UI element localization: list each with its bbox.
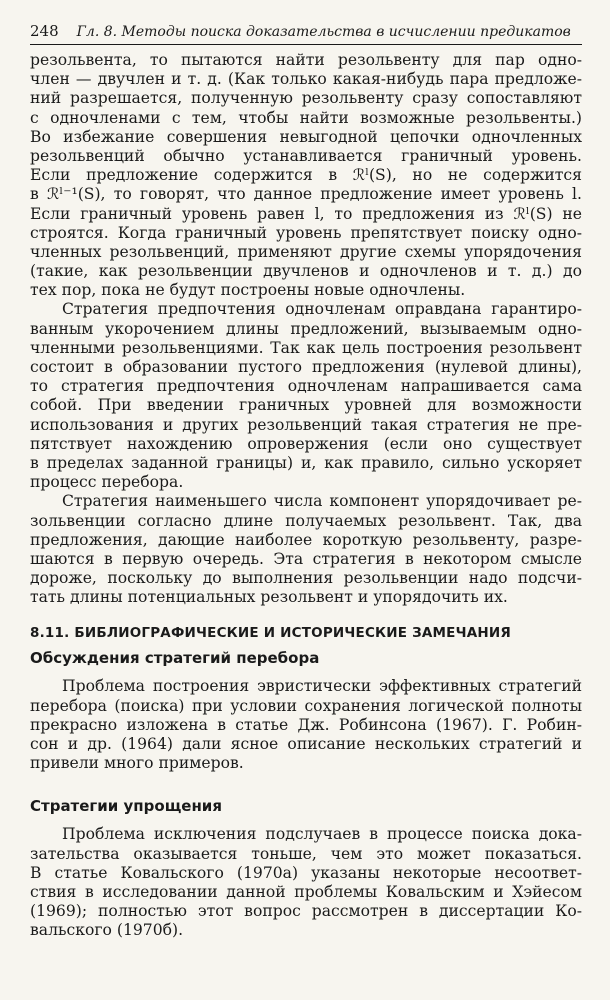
text-line: тех пор, пока не будут построены новые одночлены.: [30, 281, 466, 300]
text-line: Если предложение содержится в ℛˡ(S), но не содержится: [30, 166, 582, 185]
paragraph-5: [30, 825, 582, 940]
text-line: ванным укорочением длины предложений, вызываемым одно-: [30, 319, 582, 338]
subsection-heading: Обсуждения стратегий перебора: [30, 649, 320, 668]
text-line: дороже, поскольку до выполнения резольвенции надо подсчи-: [30, 569, 582, 588]
text-line: пятствует нахождению опровержения (если оно существует: [30, 434, 582, 453]
text-line: с одночленами с тем, чтобы найти возможные резольвенты.): [30, 108, 582, 127]
text-line: предложения, дающие наиболее короткую резольвенту, разре-: [30, 530, 582, 549]
text-line: ствия в исследовании данной проблемы Ковальским и Хэйесом: [30, 882, 582, 901]
book-page: [30, 22, 582, 941]
text-line: член — двучлен и т. д. (Как только какая-нибудь пара предложе-: [30, 70, 582, 89]
text-line: Во избежание совершения невыгодной цепочки одночленных: [30, 127, 582, 146]
text-line: зольвенции согласно длине получаемых резольвент. Так, два: [30, 511, 582, 530]
text-line: привели много примеров.: [30, 754, 244, 773]
text-line: в пределах заданной границы) и, как правило, сильно ускоряет: [30, 453, 582, 472]
text-line: шаются в первую очередь. Эта стратегия в некотором смысле: [30, 549, 582, 568]
paragraph-2: [30, 300, 582, 492]
text-line: вальского (1970б).: [30, 921, 184, 940]
text-line: Проблема исключения подслучаев в процессе поиска дока-: [62, 825, 582, 844]
text-line: использования и других резольвенций такая стратегия не пре-: [30, 415, 582, 434]
text-line: то стратегия предпочтения одночленам напрашивается сама: [30, 377, 582, 396]
text-line: процесс перебора.: [30, 473, 184, 492]
text-line: членными резольвенциями. Так как цель построения резольвент: [30, 338, 582, 357]
text-line: в ℛˡ⁻¹(S), то говорят, что данное предложение имеет уровень l.: [30, 185, 582, 204]
paragraph-1: [30, 51, 582, 300]
text-line: членных резольвенций, применяют другие схемы упорядочения: [30, 242, 582, 261]
text-line: перебора (поиска) при условии сохранения логической полноты: [30, 696, 582, 715]
text-line: тать длины потенциальных резольвент и упорядочить их.: [30, 588, 508, 607]
section-heading: 8.11. БИБЛИОГРАФИЧЕСКИЕ И ИСТОРИЧЕСКИЕ ЗАМЕЧАНИЯ: [30, 625, 511, 642]
text-line: Если граничный уровень равен l, то предложения из ℛˡ(S) не: [30, 204, 582, 223]
text-line: состоит в образовании пустого предложения (нулевой длины),: [30, 358, 582, 376]
text-line: резольвента, то пытаются найти резольвенту для пар одно-: [30, 51, 582, 69]
text-line: резольвенций обычно устанавливается граничный уровень.: [30, 146, 582, 165]
text-line: строятся. Когда граничный уровень препятствует поиску одно-: [30, 223, 582, 242]
paragraph-4: [30, 677, 582, 773]
text-line: Проблема построения эвристически эффективных стратегий: [62, 677, 582, 696]
text-line: зательства оказывается тоньше, чем это может показаться.: [30, 844, 582, 863]
text-line: (1969); полностью этот вопрос рассмотрен в диссертации Ко-: [30, 902, 582, 921]
text-line: собой. При введении граничных уровней для возможности: [30, 396, 582, 415]
subsection-heading: Стратегии упрощения: [30, 797, 222, 816]
text-line: (такие, как резольвенции двучленов и одночленов и т. д.) до: [30, 262, 582, 281]
text-line: прекрасно изложена в статье Дж. Робинсона (1967). Г. Робин-: [30, 715, 582, 734]
text-line: В статье Ковальского (1970а) указаны некоторые несоответ-: [30, 863, 582, 882]
running-title: Гл. 8. Методы поиска доказательства в исчислении предикатов: [76, 24, 571, 40]
text-line: Стратегия наименьшего числа компонент упорядочивает ре-: [62, 492, 582, 511]
text-line: сон и др. (1964) дали ясное описание нескольких стратегий и: [30, 735, 582, 753]
paragraph-3: [30, 492, 582, 607]
running-head: [30, 22, 582, 45]
text-line: Стратегия предпочтения одночленам оправдана гарантиро-: [62, 300, 582, 319]
page-number: 248: [30, 22, 59, 40]
text-line: ний разрешается, полученную резольвенту сразу сопоставляют: [30, 89, 582, 108]
